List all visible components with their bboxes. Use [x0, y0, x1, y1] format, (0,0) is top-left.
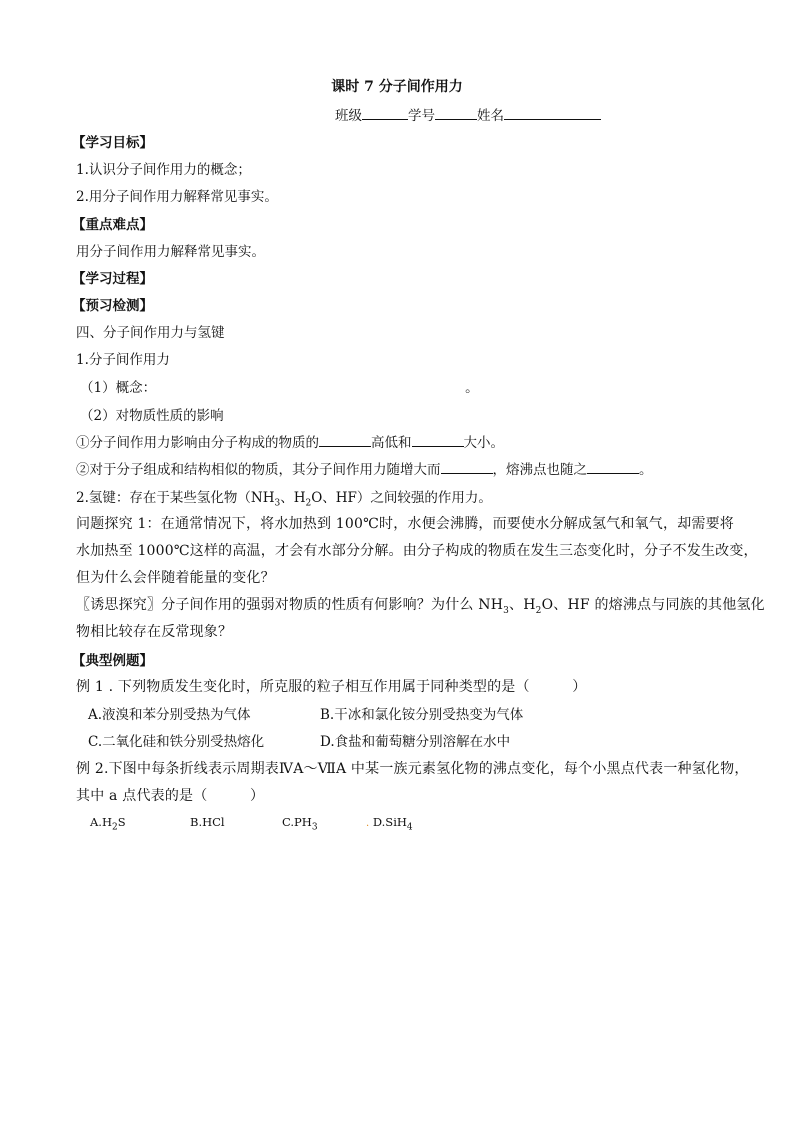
example-1-option-a[interactable]: A.液溴和苯分别受热为气体 [88, 707, 251, 723]
option-c-text: C.PH [282, 815, 312, 829]
item-2-text-a: ②对于分子组成和结构相似的物质，其分子间作用力随增大而 [76, 462, 441, 478]
option-d-text: D.SiH [372, 815, 407, 829]
subscript: 3 [311, 822, 318, 833]
influence-line: （2）对物质性质的影响 [80, 408, 224, 424]
goals-heading: 【学习目标】 [72, 135, 153, 151]
option-a-text-2: S [117, 815, 126, 829]
hbond-text-b: 、H [280, 490, 306, 506]
inquiry-line-3: 但为什么会伴随着能量的变化？ [76, 570, 275, 586]
hbond-text-a: 2.氢键：存在于某些氢化物（NH [76, 490, 275, 506]
number-blank[interactable] [435, 105, 477, 120]
key-heading: 【重点难点】 [72, 217, 153, 233]
process-heading: 【学习过程】 [72, 271, 153, 287]
number-label: 学号 [408, 108, 435, 124]
influence-item-1 [76, 431, 504, 451]
influence-item-2 [76, 458, 653, 478]
marker-dot-icon: . [366, 818, 370, 829]
subscript: 2 [112, 822, 118, 833]
think-line-2: 物相比较存在反常现象？ [76, 624, 233, 640]
example-1-question: 例 1 . 下列物质发生变化时，所克服的粒子相互作用属于同种类型的是（ ） [76, 679, 587, 695]
example-2-question-line-2: 其中 a 点代表的是（ ） [76, 788, 265, 804]
name-label: 姓名 [477, 108, 504, 124]
example-1-option-c[interactable]: C.二氧化硅和铁分别受热熔化 [88, 734, 265, 750]
example-1-option-b[interactable]: B.干冰和氯化铵分别受热变为气体 [320, 707, 524, 723]
subscript: 2 [305, 498, 312, 509]
class-blank[interactable] [362, 105, 408, 120]
student-info-line [335, 104, 601, 124]
item-2-text-b: ，熔沸点也随之 [492, 462, 587, 478]
example-2-option-c[interactable] [282, 815, 318, 833]
example-1-option-d[interactable]: D.食盐和葡萄糖分别溶解在水中 [320, 734, 511, 750]
concept-line [80, 376, 479, 396]
hbond-text-c: O、HF）之间较强的作用力。 [311, 490, 492, 506]
concept-label: （1）概念： [80, 380, 157, 396]
inquiry-line-1: 问题探究 1：在通常情况下，将水加热到 100℃时，水便会沸腾，而要使水分解成氢气和氧气，却需要将 [76, 516, 734, 532]
page-title: 课时 7 分子间作用力 [331, 79, 463, 95]
item-1-text-a: ①分子间作用力影响由分子构成的物质的 [76, 435, 319, 451]
option-a-text: A.H [90, 815, 112, 829]
subscript: 3 [274, 498, 281, 509]
goal-1: 1.认识分子间作用力的概念； [76, 162, 251, 178]
example-heading: 【典型例题】 [72, 653, 153, 669]
key-text: 用分子间作用力解释常见事实。 [76, 244, 265, 260]
name-blank[interactable] [504, 105, 601, 120]
item-1-text-b: 高低和 [371, 435, 412, 451]
concept-end: 。 [465, 380, 479, 396]
preview-heading: 【预习检测】 [72, 298, 153, 314]
subscript: 4 [406, 822, 413, 833]
item-2-text-c: 。 [639, 462, 653, 478]
hydrogen-bond-line [76, 486, 492, 509]
class-label: 班级 [335, 108, 362, 124]
subscript: 3 [503, 605, 510, 616]
example-2-question-line-1: 例 2.下图中每条折线表示周期表ⅣA～ⅦA 中某一族元素氢化物的沸点变化，每个小黑点代表一种氢化物， [76, 761, 749, 777]
think-text-b: 、H [509, 597, 536, 613]
subscript: 2 [535, 605, 542, 616]
inquiry-line-2: 水加热至 1000℃这样的高温，才会有水部分分解。由分子构成的物质在发生三态变化时，分子不发生改变， [76, 543, 758, 559]
subsection-1: 1.分子间作用力 [76, 352, 170, 368]
item-2-blank-2[interactable] [587, 459, 639, 474]
think-text-a: 〖诱思探究〗分子间作用的强弱对物质的性质有何影响？为什么 NH [76, 597, 504, 613]
example-2-option-d[interactable] [366, 815, 413, 833]
item-2-blank-1[interactable] [441, 459, 493, 474]
part-4-heading: 四、分子间作用力与氢键 [76, 325, 225, 341]
goal-2: 2.用分子间作用力解释常见事实。 [76, 189, 278, 205]
example-2-option-b[interactable]: B.HCl [190, 815, 225, 829]
item-1-text-c: 大小。 [463, 435, 504, 451]
item-1-blank-2[interactable] [412, 432, 464, 447]
think-line-1 [76, 594, 765, 614]
example-2-option-a[interactable] [90, 815, 126, 833]
think-text-c: O、HF 的熔沸点与同族的其他氢化 [541, 597, 765, 613]
item-1-blank-1[interactable] [319, 432, 371, 447]
